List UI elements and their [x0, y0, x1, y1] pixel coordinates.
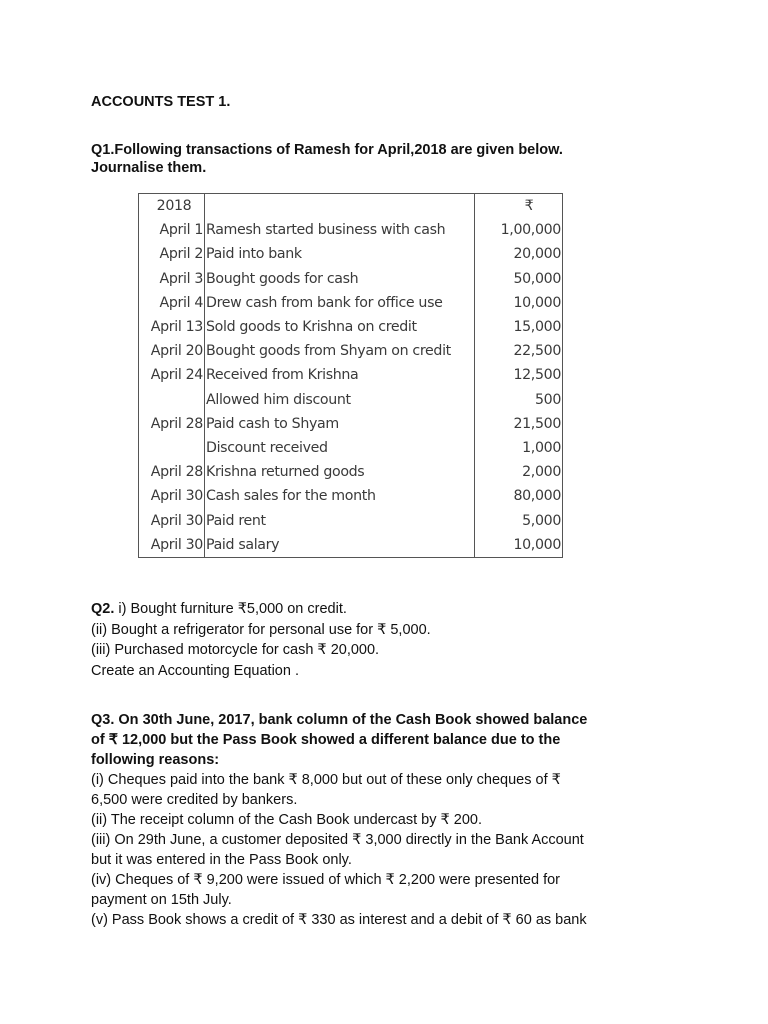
row-description: Krishna returned goods: [205, 460, 475, 484]
row-amount: 1,00,000: [500, 222, 561, 239]
question-2-line-4: Create an Accounting Equation .: [91, 662, 299, 679]
row-date: April 13: [139, 315, 205, 339]
currency-header: ₹: [524, 198, 534, 215]
question-3-line-7: payment on 15th July.: [91, 892, 232, 908]
question-3-line-3: (ii) The receipt column of the Cash Book undercast by ₹ 200.: [91, 812, 482, 828]
table-row: [139, 315, 563, 339]
row-amount: 5,000: [522, 512, 561, 529]
row-description: Sold goods to Krishna on credit: [205, 315, 475, 339]
row-date: April 30: [139, 508, 205, 532]
row-amount: 500: [534, 391, 561, 408]
question-3-line-2: 6,500 were credited by bankers.: [91, 792, 298, 808]
transactions-table: [138, 193, 563, 558]
row-description: Paid into bank: [205, 242, 475, 266]
table-header-row: [139, 194, 563, 219]
table-row: [139, 363, 563, 387]
row-description: Received from Krishna: [205, 363, 475, 387]
year-header: 2018: [139, 194, 205, 219]
question-2: [91, 599, 731, 681]
row-date: [139, 388, 205, 412]
row-description: Bought goods for cash: [205, 267, 475, 291]
row-amount: 15,000: [513, 319, 561, 336]
question-3-line-5: but it was entered in the Pass Book only.: [91, 852, 352, 868]
row-amount: 10,000: [513, 294, 561, 311]
question-2-line-3: (iii) Purchased motorcycle for cash ₹ 20,000.: [91, 642, 380, 658]
row-description: Paid rent: [205, 508, 475, 532]
row-description: Drew cash from bank for office use: [205, 291, 475, 315]
table-row: [139, 242, 563, 266]
question-3-line-1: (i) Cheques paid into the bank ₹ 8,000 but out of these only cheques of ₹: [91, 772, 561, 788]
table-row: [139, 339, 563, 363]
row-amount: 50,000: [513, 270, 561, 287]
row-date: April 1: [139, 218, 205, 242]
row-amount: 2,000: [522, 464, 561, 481]
table-row: [139, 388, 563, 412]
table-row: [139, 267, 563, 291]
row-date: April 24: [139, 363, 205, 387]
table-row: [139, 460, 563, 484]
question-3-heading-3: following reasons:: [91, 752, 220, 768]
row-date: April 30: [139, 533, 205, 558]
row-date: April 28: [139, 460, 205, 484]
row-description: Ramesh started business with cash: [205, 218, 475, 242]
table-row: [139, 484, 563, 508]
row-description: Bought goods from Shyam on credit: [205, 339, 475, 363]
row-date: April 4: [139, 291, 205, 315]
row-description: Allowed him discount: [205, 388, 475, 412]
question-3-line-8: (v) Pass Book shows a credit of ₹ 330 as interest and a debit of ₹ 60 as bank: [91, 912, 587, 928]
row-date: April 3: [139, 267, 205, 291]
row-amount: 22,500: [513, 343, 561, 360]
row-amount: 20,000: [513, 246, 561, 263]
question-1: [91, 141, 691, 177]
question-3-heading-1: Q3. On 30th June, 2017, bank column of the Cash Book showed balance: [91, 712, 588, 728]
row-description: Paid cash to Shyam: [205, 412, 475, 436]
table-row: [139, 436, 563, 460]
question-3: [91, 710, 691, 930]
table-row: [139, 533, 563, 558]
document-title: ACCOUNTS TEST 1.: [91, 94, 231, 110]
question-2-line-1: [91, 599, 731, 620]
description-header: [205, 194, 475, 219]
question-1-line-1: Q1.Following transactions of Ramesh for April,2018 are given below.: [91, 142, 563, 158]
question-3-line-4: (iii) On 29th June, a customer deposited ₹ 3,000 directly in the Bank Account: [91, 832, 584, 848]
question-1-line-2: Journalise them.: [91, 160, 207, 176]
table-row: [139, 291, 563, 315]
row-date: [139, 436, 205, 460]
row-date: April 20: [139, 339, 205, 363]
question-3-line-6: (iv) Cheques of ₹ 9,200 were issued of which ₹ 2,200 were presented for: [91, 872, 561, 888]
row-amount: 1,000: [522, 439, 561, 456]
question-2-line-1-text: i) Bought furniture ₹5,000 on credit.: [114, 601, 347, 617]
row-date: April 28: [139, 412, 205, 436]
row-date: April 2: [139, 242, 205, 266]
row-date: April 30: [139, 484, 205, 508]
question-3-heading-2: of ₹ 12,000 but the Pass Book showed a different balance due to the: [91, 732, 561, 748]
row-description: Paid salary: [205, 533, 475, 558]
row-amount: 21,500: [513, 415, 561, 432]
question-2-label: Q2.: [91, 601, 115, 617]
question-2-line-2: (ii) Bought a refrigerator for personal use for ₹ 5,000.: [91, 621, 431, 638]
table-row: [139, 508, 563, 532]
row-amount: 12,500: [513, 367, 561, 384]
table-row: [139, 218, 563, 242]
row-description: Discount received: [205, 436, 475, 460]
table-row: [139, 412, 563, 436]
row-amount: 80,000: [513, 488, 561, 505]
row-description: Cash sales for the month: [205, 484, 475, 508]
row-amount: 10,000: [513, 536, 561, 553]
